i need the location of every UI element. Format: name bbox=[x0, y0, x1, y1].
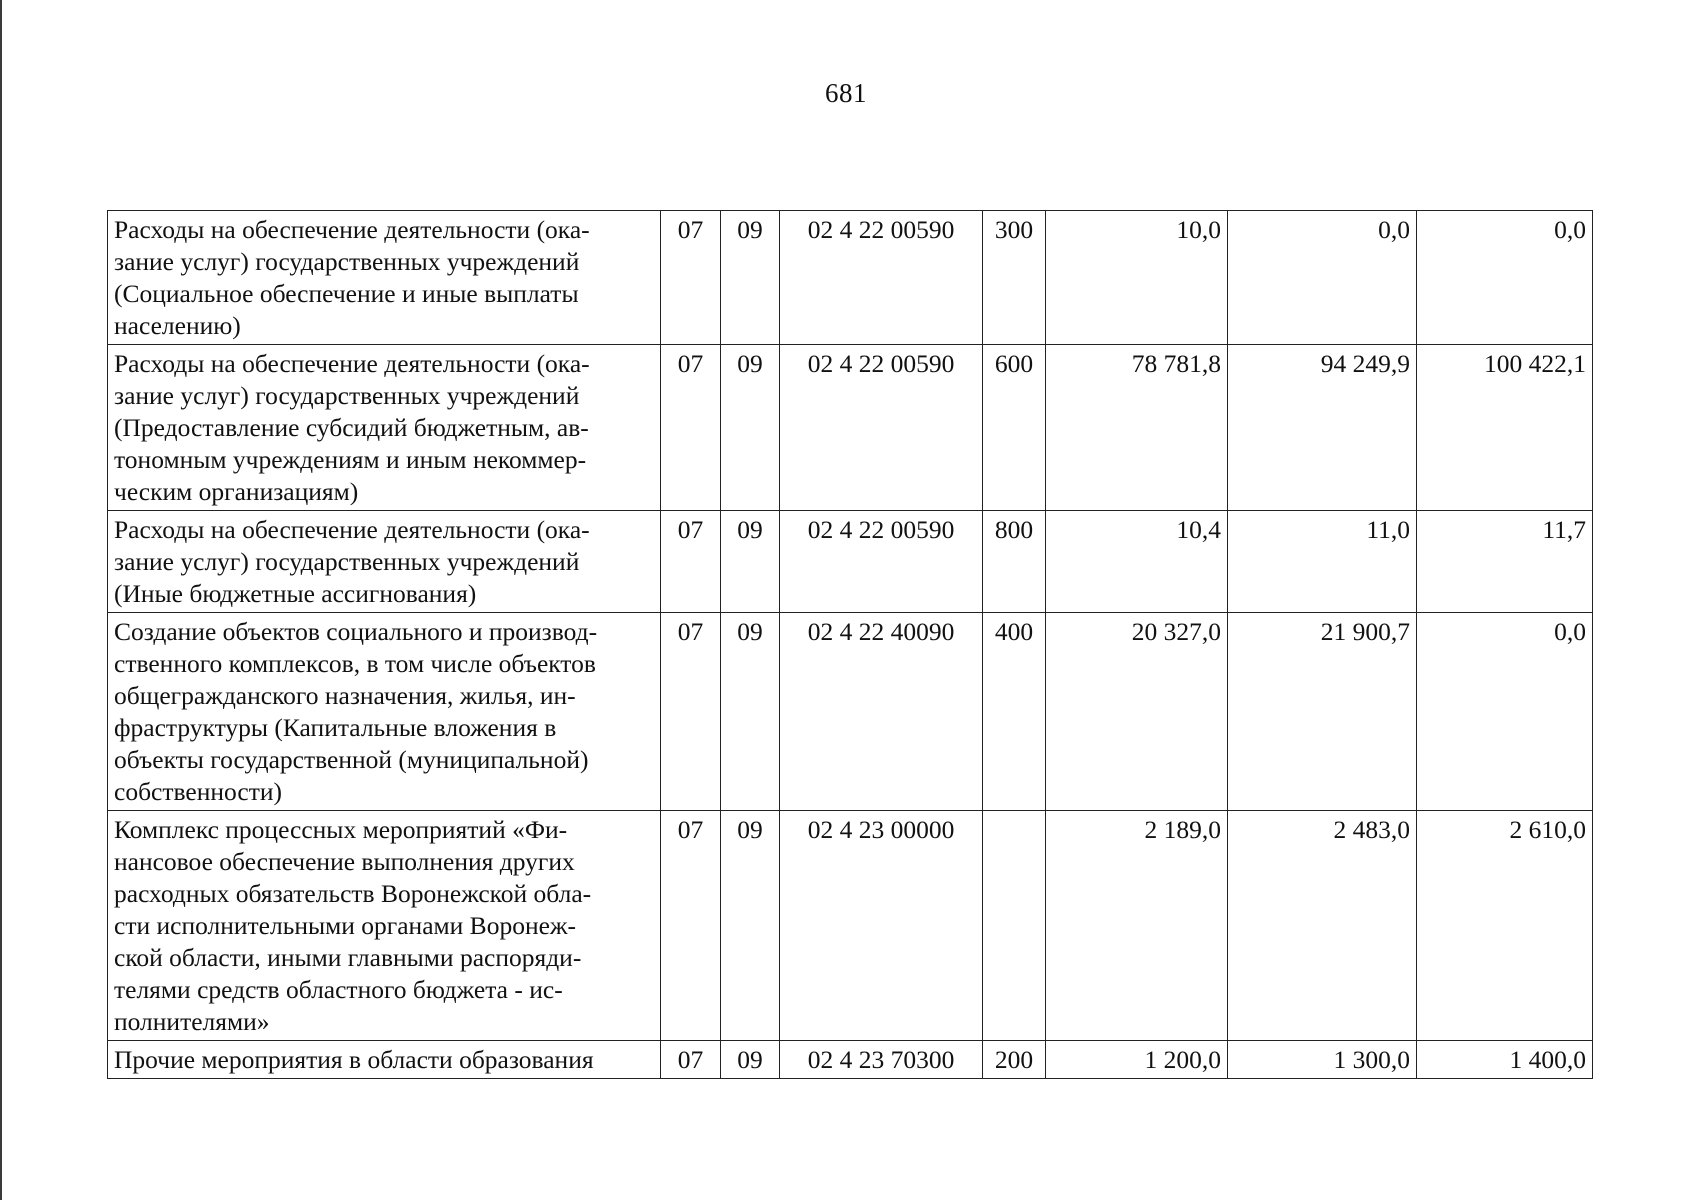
expense-name-line: зание услуг) государственных учреждений bbox=[114, 547, 580, 576]
expense-name-line: телями средств областного бюджета - ис- bbox=[114, 975, 563, 1004]
amount-year1-cell: 2 189,0 bbox=[1046, 811, 1228, 1041]
expense-name-line: зание услуг) государственных учреждений bbox=[114, 381, 580, 410]
target-article-cell: 02 4 22 40090 bbox=[780, 613, 983, 811]
amount-year1-cell: 10,4 bbox=[1046, 511, 1228, 613]
section-code-cell: 07 bbox=[661, 811, 721, 1041]
expense-name-line: собственности) bbox=[114, 777, 282, 806]
expense-name-line: расходных обязательств Воронежской обла- bbox=[114, 879, 592, 908]
page-number: 681 bbox=[825, 78, 867, 108]
amount-year3-cell: 1 400,0 bbox=[1417, 1041, 1593, 1079]
subsection-code-cell: 09 bbox=[721, 345, 780, 511]
target-article-cell: 02 4 23 70300 bbox=[780, 1041, 983, 1079]
expense-name-line: нансовое обеспечение выполнения других bbox=[114, 847, 575, 876]
table-row bbox=[108, 1041, 1593, 1079]
subsection-code-cell: 09 bbox=[721, 1041, 780, 1079]
expense-type-cell: 600 bbox=[983, 345, 1046, 511]
amount-year1-cell: 1 200,0 bbox=[1046, 1041, 1228, 1079]
expense-name-line: ственного комплексов, в том числе объектов bbox=[114, 649, 596, 678]
expense-name-line: населению) bbox=[114, 311, 241, 340]
amount-year2-cell: 2 483,0 bbox=[1228, 811, 1417, 1041]
section-code-cell: 07 bbox=[661, 511, 721, 613]
expense-name-cell bbox=[108, 345, 661, 511]
expense-name-line: Комплекс процессных мероприятий «Фи- bbox=[114, 815, 568, 844]
section-code-cell: 07 bbox=[661, 1041, 721, 1079]
target-article-cell: 02 4 22 00590 bbox=[780, 345, 983, 511]
expense-name-line: сти исполнительными органами Воронеж- bbox=[114, 911, 577, 940]
expense-name-line: ской области, иными главными распоряди- bbox=[114, 943, 582, 972]
amount-year2-cell: 0,0 bbox=[1228, 211, 1417, 345]
expense-name-line: ческим организациям) bbox=[114, 477, 359, 506]
expense-name-line: Расходы на обеспечение деятельности (ока- bbox=[114, 349, 590, 378]
target-article-cell: 02 4 22 00590 bbox=[780, 211, 983, 345]
expense-name-cell bbox=[108, 511, 661, 613]
expense-name-line: полнителями» bbox=[114, 1007, 270, 1036]
amount-year3-cell: 0,0 bbox=[1417, 211, 1593, 345]
table-row bbox=[108, 613, 1593, 811]
amount-year2-cell: 94 249,9 bbox=[1228, 345, 1417, 511]
expense-name-line: Расходы на обеспечение деятельности (ока- bbox=[114, 215, 590, 244]
amount-year2-cell: 21 900,7 bbox=[1228, 613, 1417, 811]
expense-name-line: тономным учреждениям и иным некоммер- bbox=[114, 445, 587, 474]
expense-name-cell bbox=[108, 211, 661, 345]
amount-year1-cell: 10,0 bbox=[1046, 211, 1228, 345]
section-code-cell: 07 bbox=[661, 613, 721, 811]
target-article-cell: 02 4 22 00590 bbox=[780, 511, 983, 613]
expense-name-cell bbox=[108, 811, 661, 1041]
table-body bbox=[108, 211, 1593, 1079]
expense-name-line: фраструктуры (Капитальные вложения в bbox=[114, 713, 557, 742]
expense-type-cell: 200 bbox=[983, 1041, 1046, 1079]
expense-name-line: зание услуг) государственных учреждений bbox=[114, 247, 580, 276]
table-row bbox=[108, 345, 1593, 511]
amount-year3-cell: 11,7 bbox=[1417, 511, 1593, 613]
amount-year3-cell: 100 422,1 bbox=[1417, 345, 1593, 511]
table-row bbox=[108, 811, 1593, 1041]
amount-year1-cell: 20 327,0 bbox=[1046, 613, 1228, 811]
expense-name-line: (Иные бюджетные ассигнования) bbox=[114, 579, 477, 608]
expense-name-line: Расходы на обеспечение деятельности (ока- bbox=[114, 515, 590, 544]
table-row bbox=[108, 211, 1593, 345]
expense-name-cell bbox=[108, 1041, 661, 1079]
expense-name-line: Создание объектов социального и производ- bbox=[114, 617, 598, 646]
amount-year1-cell: 78 781,8 bbox=[1046, 345, 1228, 511]
expense-name-cell bbox=[108, 613, 661, 811]
target-article-cell: 02 4 23 00000 bbox=[780, 811, 983, 1041]
amount-year2-cell: 1 300,0 bbox=[1228, 1041, 1417, 1079]
subsection-code-cell: 09 bbox=[721, 613, 780, 811]
expense-type-cell: 800 bbox=[983, 511, 1046, 613]
expense-name-line: общегражданского назначения, жилья, ин- bbox=[114, 681, 576, 710]
page-left-edge bbox=[0, 0, 2, 1200]
expense-name-line: Прочие мероприятия в области образования bbox=[114, 1045, 594, 1074]
expense-type-cell: 400 bbox=[983, 613, 1046, 811]
section-code-cell: 07 bbox=[661, 345, 721, 511]
section-code-cell: 07 bbox=[661, 211, 721, 345]
amount-year2-cell: 11,0 bbox=[1228, 511, 1417, 613]
expense-name-line: (Социальное обеспечение и иные выплаты bbox=[114, 279, 579, 308]
amount-year3-cell: 0,0 bbox=[1417, 613, 1593, 811]
table-row bbox=[108, 511, 1593, 613]
amount-year3-cell: 2 610,0 bbox=[1417, 811, 1593, 1041]
expense-type-cell bbox=[983, 811, 1046, 1041]
subsection-code-cell: 09 bbox=[721, 511, 780, 613]
expense-type-cell: 300 bbox=[983, 211, 1046, 345]
expense-name-line: объекты государственной (муниципальной) bbox=[114, 745, 589, 774]
budget-table bbox=[107, 210, 1593, 1079]
subsection-code-cell: 09 bbox=[721, 811, 780, 1041]
subsection-code-cell: 09 bbox=[721, 211, 780, 345]
expense-name-line: (Предоставление субсидий бюджетным, ав- bbox=[114, 413, 589, 442]
